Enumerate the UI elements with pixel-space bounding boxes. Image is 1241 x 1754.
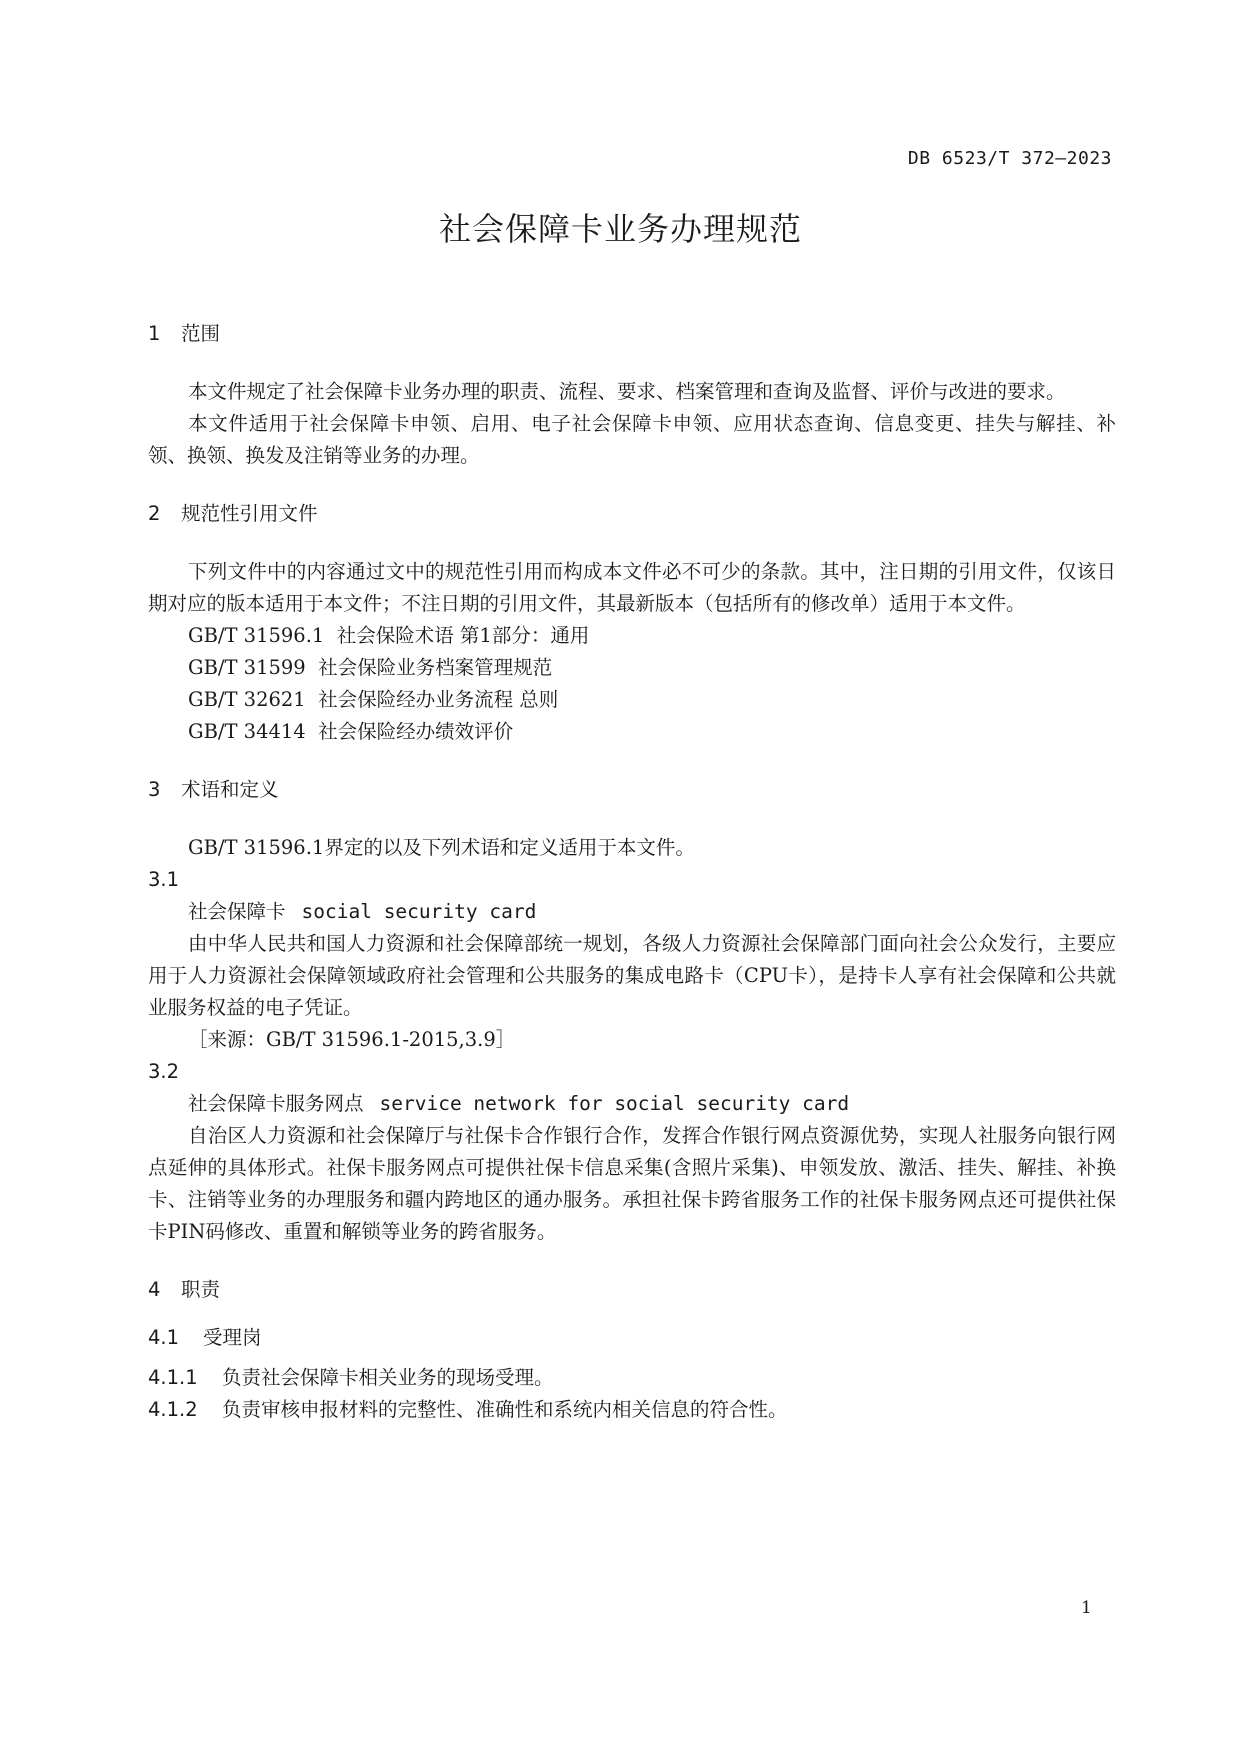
subsection-title: 受理岗 xyxy=(203,1326,262,1349)
section-number: 1 xyxy=(148,322,161,345)
term-number: 3.2 xyxy=(148,1060,180,1083)
section-number: 2 xyxy=(148,502,161,525)
reference-item: GB/T 34414 社会保险经办绩效评价 xyxy=(188,720,514,743)
clause-number: 4.1.2 xyxy=(148,1398,198,1421)
document-title: 社会保障卡业务办理规范 xyxy=(438,210,802,248)
term-definition: 自治区人力资源和社会保障厅与社保卡合作银行合作，发挥合作银行网点资源优势，实现人社服务向银行网点延伸的具体形式。社保卡服务网点可提供社保卡信息采集(含照片采集)、申领发放、激活、挂失、解挂、补换卡、注销等业务的办理服务和疆内跨地区的通办服务。承担社保卡跨省服务工作的社保卡服务网点还可提供社保卡PIN码修改、重置和解锁等业务的跨省服务。 xyxy=(148,1124,1116,1243)
term-name-en: social security card xyxy=(301,900,537,923)
section-heading-scope xyxy=(148,318,1116,350)
term-name xyxy=(188,896,1116,928)
term-name-en: service network for social security card xyxy=(379,1092,850,1115)
clause xyxy=(148,1394,1116,1426)
section-number: 3 xyxy=(148,778,161,801)
paragraph: 本文件适用于社会保障卡申领、启用、电子社会保障卡申领、应用状态查询、信息变更、挂失与解挂、补领、换领、换发及注销等业务的办理。 xyxy=(148,412,1116,467)
section-title: 范围 xyxy=(181,322,221,345)
clause-number: 4.1.1 xyxy=(148,1366,198,1389)
term-source: ［来源：GB/T 31596.1-2015,3.9］ xyxy=(188,1028,516,1051)
section-title: 规范性引用文件 xyxy=(181,502,318,525)
section-heading-normative-references xyxy=(148,498,1116,530)
clause xyxy=(148,1362,1116,1394)
reference-item: GB/T 31596.1 社会保险术语 第1部分：通用 xyxy=(188,624,590,647)
section-heading-responsibilities xyxy=(148,1274,1116,1306)
reference-item: GB/T 31599 社会保险业务档案管理规范 xyxy=(188,656,553,679)
section-title: 术语和定义 xyxy=(181,778,279,801)
paragraph: GB/T 31596.1界定的以及下列术语和定义适用于本文件。 xyxy=(188,836,695,859)
reference-item: GB/T 32621 社会保险经办业务流程 总则 xyxy=(188,688,559,711)
term-name-zh: 社会保障卡 xyxy=(188,900,286,923)
document-code: DB 6523/T 372—2023 xyxy=(907,148,1112,169)
subsection-heading xyxy=(148,1322,1116,1354)
paragraph: 下列文件中的内容通过文中的规范性引用而构成本文件必不可少的条款。其中，注日期的引用文件，仅该日期对应的版本适用于本文件；不注日期的引用文件，其最新版本（包括所有的修改单）适用于本文件。 xyxy=(148,560,1116,615)
term-name xyxy=(188,1088,1116,1120)
section-heading-terms xyxy=(148,774,1116,806)
paragraph: 本文件规定了社会保障卡业务办理的职责、流程、要求、档案管理和查询及监督、评价与改进的要求。 xyxy=(188,380,1066,403)
section-number: 4 xyxy=(148,1278,161,1301)
term-number: 3.1 xyxy=(148,868,180,891)
document-body xyxy=(148,318,1116,1426)
clause-text: 负责社会保障卡相关业务的现场受理。 xyxy=(222,1366,554,1389)
subsection-number: 4.1 xyxy=(148,1326,180,1349)
page-number: 1 xyxy=(1081,1598,1092,1618)
term-name-zh: 社会保障卡服务网点 xyxy=(188,1092,364,1115)
section-title: 职责 xyxy=(181,1278,221,1301)
term-definition: 由中华人民共和国人力资源和社会保障部统一规划，各级人力资源社会保障部门面向社会公众发行，主要应用于人力资源社会保障领域政府社会管理和公共服务的集成电路卡（CPU卡），是持卡人享有社会保障和公共就业服务权益的电子凭证。 xyxy=(148,932,1116,1019)
clause-text: 负责审核申报材料的完整性、准确性和系统内相关信息的符合性。 xyxy=(222,1398,788,1421)
